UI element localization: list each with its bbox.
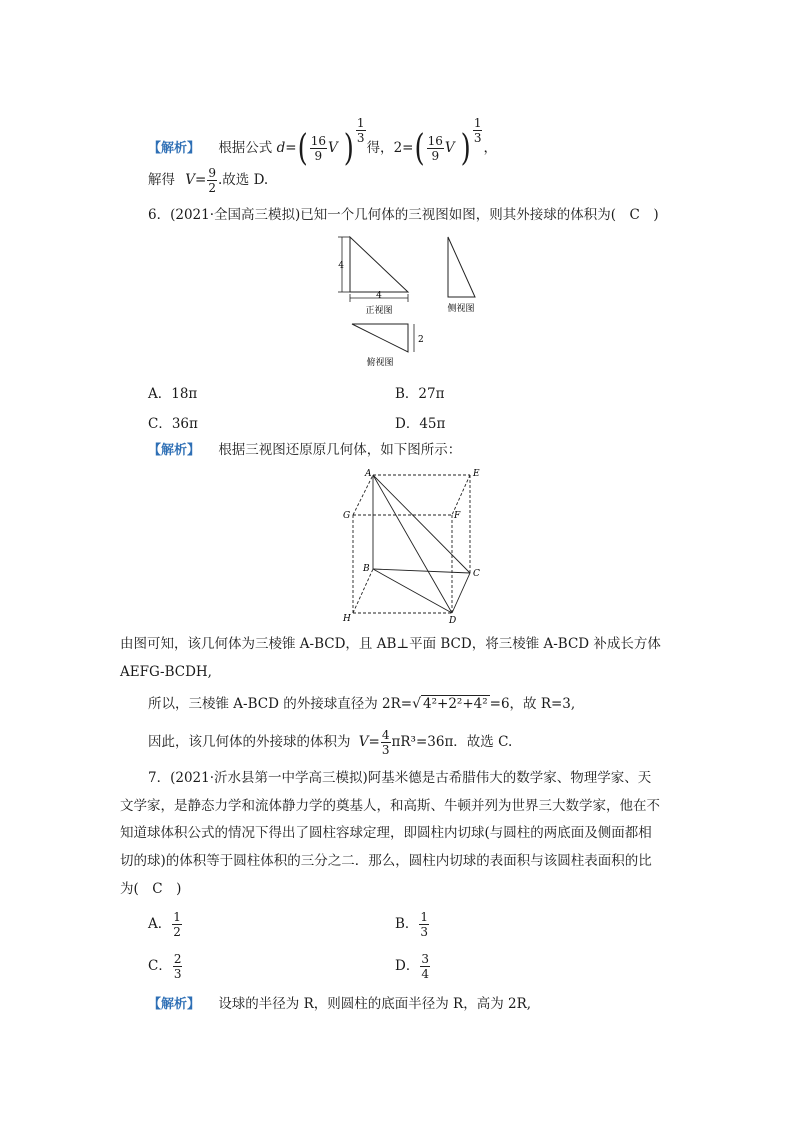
var-d: d <box>276 140 286 156</box>
front-view-label: 正视图 <box>365 306 393 316</box>
exponent-1-3 <box>356 116 366 145</box>
dim-2: 2 <box>418 335 424 345</box>
den: 2 <box>173 925 181 939</box>
explain4-suffix: πR³=36π．故选 C. <box>391 734 513 750</box>
point-g: G <box>343 511 351 521</box>
point-e: E <box>473 469 480 479</box>
q6-option-b: B．27π <box>395 386 445 402</box>
solve-num: 9 <box>208 166 216 180</box>
point-c: C <box>473 569 480 579</box>
explain4-num: 4 <box>381 728 390 742</box>
q7-option-d <box>395 952 431 981</box>
explain4-prefix: 因此，该几何体的外接球的体积为 <box>148 734 351 750</box>
text-de: 得， <box>366 140 394 156</box>
option-fraction <box>172 910 182 939</box>
option-letter: B． <box>395 916 419 932</box>
explain4-den: 3 <box>381 743 390 757</box>
q5-analysis-line <box>148 116 497 170</box>
point-f: F <box>454 511 461 521</box>
dim-4-vertical: 4 <box>338 261 344 271</box>
top-view-triangle <box>352 324 408 352</box>
q6-explain-3: 所以，三棱锥 A-BCD 的外接球直径为 2R=√ 4²+2²+4² =6，故 R=3, <box>148 696 576 712</box>
paren-open-2: ( <box>414 127 425 170</box>
analysis-tag: 【解析】 <box>148 997 201 1012</box>
q6-analysis-line <box>148 440 461 461</box>
var-v: V <box>328 140 338 156</box>
exp-num-2: 1 <box>473 116 482 130</box>
q6-option-d: D．45π <box>395 416 446 432</box>
two-equals: 2= <box>393 140 414 156</box>
paren-open: ( <box>297 127 308 170</box>
exp-den-2: 3 <box>473 131 482 145</box>
den: 3 <box>173 967 182 981</box>
side-view-triangle <box>448 237 475 297</box>
side-view-label: 侧视图 <box>447 304 475 314</box>
front-view-triangle <box>350 237 408 292</box>
analysis-tag: 【解析】 <box>148 141 201 156</box>
explain4-v: V= <box>358 734 380 750</box>
option-letter: A． <box>148 916 172 932</box>
three-view-figure <box>330 232 490 372</box>
dim-4-horizontal: 4 <box>376 291 382 301</box>
frac-den-2: 9 <box>431 149 440 163</box>
exp-den: 3 <box>356 131 365 145</box>
num: 2 <box>173 952 182 966</box>
solve-var-v: V <box>185 172 196 188</box>
q7-stem-1: 7．(2021·沂水县第一中学高三模拟)阿基米德是古希腊伟大的数学家、物理学家、天 <box>148 770 652 786</box>
exponent-1-3-2 <box>473 116 483 145</box>
option-letter: D． <box>395 958 420 974</box>
option-fraction <box>420 952 430 981</box>
fraction-16-9-2 <box>427 134 444 163</box>
equals: = <box>285 140 297 156</box>
q7-analysis-line <box>148 994 531 1015</box>
option-fraction <box>173 952 183 981</box>
top-view-label: 俯视图 <box>366 358 394 368</box>
num: 3 <box>421 952 429 966</box>
point-h: H <box>343 614 351 624</box>
num: 1 <box>173 910 181 924</box>
den: 3 <box>420 925 429 939</box>
paren-close: ) <box>343 127 354 170</box>
point-d: D <box>449 616 457 626</box>
q5-solve-line <box>148 166 268 195</box>
frac-num: 16 <box>310 134 327 148</box>
q7-stem-2: 文学家，是静态力学和流体静力学的奠基人，和高斯、牛顿并列为世界三大数学家，他在不 <box>120 798 660 814</box>
cuboid-figure <box>335 465 495 630</box>
den: 4 <box>421 967 429 981</box>
explain3-prefix: 所以，三棱锥 A-BCD 的外接球直径为 2R= <box>148 696 413 712</box>
explain3-suffix: =6，故 R=3, <box>489 696 576 712</box>
num: 1 <box>420 910 429 924</box>
q6-explain-4 <box>148 728 512 757</box>
var-v-2: V <box>444 140 455 156</box>
fraction-16-9 <box>310 134 327 163</box>
option-fraction <box>419 910 429 939</box>
frac-num-2: 16 <box>427 134 443 148</box>
point-b: B <box>363 564 370 574</box>
fraction-9-2 <box>207 166 217 195</box>
solve-suffix: .故选 D. <box>218 172 269 188</box>
analysis-text: 根据公式 <box>218 140 273 156</box>
analysis-text: 根据三视图还原原几何体，如下图所示： <box>218 442 462 458</box>
q7-option-b <box>395 910 430 939</box>
analysis-tag: 【解析】 <box>148 443 201 458</box>
fraction-4-3 <box>381 728 391 757</box>
solve-eq: = <box>195 172 207 188</box>
q6-option-c: C．36π <box>148 416 198 432</box>
frac-den: 9 <box>314 149 323 163</box>
comma: ， <box>483 140 497 156</box>
option-letter: C． <box>148 958 172 974</box>
analysis-text: 设球的半径为 R，则圆柱的底面半径为 R，高为 2R, <box>218 996 532 1012</box>
q6-explain-2: AEFG-BCDH, <box>120 664 212 680</box>
q6-option-a: A．18π <box>148 386 198 402</box>
point-a: A <box>365 469 372 479</box>
q6-stem: 6．(2021·全国高三模拟)已知一个几何体的三视图如图，则其外接球的体积为( C ) <box>148 207 659 223</box>
paren-close-2: ) <box>460 127 471 170</box>
q7-option-c <box>148 952 183 981</box>
q7-option-a <box>148 910 183 939</box>
exp-num: 1 <box>356 116 365 130</box>
solve-den: 2 <box>208 181 216 195</box>
q7-stem-4: 切的球)的体积等于圆柱体积的三分之二．那么，圆柱内切球的表面积与该圆柱表面积的比 <box>120 853 652 869</box>
q6-explain-1: 由图可知，该几何体为三棱锥 A-BCD，且 AB⊥平面 BCD，将三棱锥 A-BCD 补成长方体 <box>120 636 661 652</box>
q7-stem-5: 为( C ) <box>120 881 182 897</box>
q7-stem-3: 知道球体积公式的情况下得出了圆柱容球定理，即圆柱内切球(与圆柱的两底面及侧面都相 <box>120 825 652 841</box>
sqrt-content: 4²+2²+4² <box>423 696 488 712</box>
solve-prefix: 解得 <box>148 172 175 188</box>
